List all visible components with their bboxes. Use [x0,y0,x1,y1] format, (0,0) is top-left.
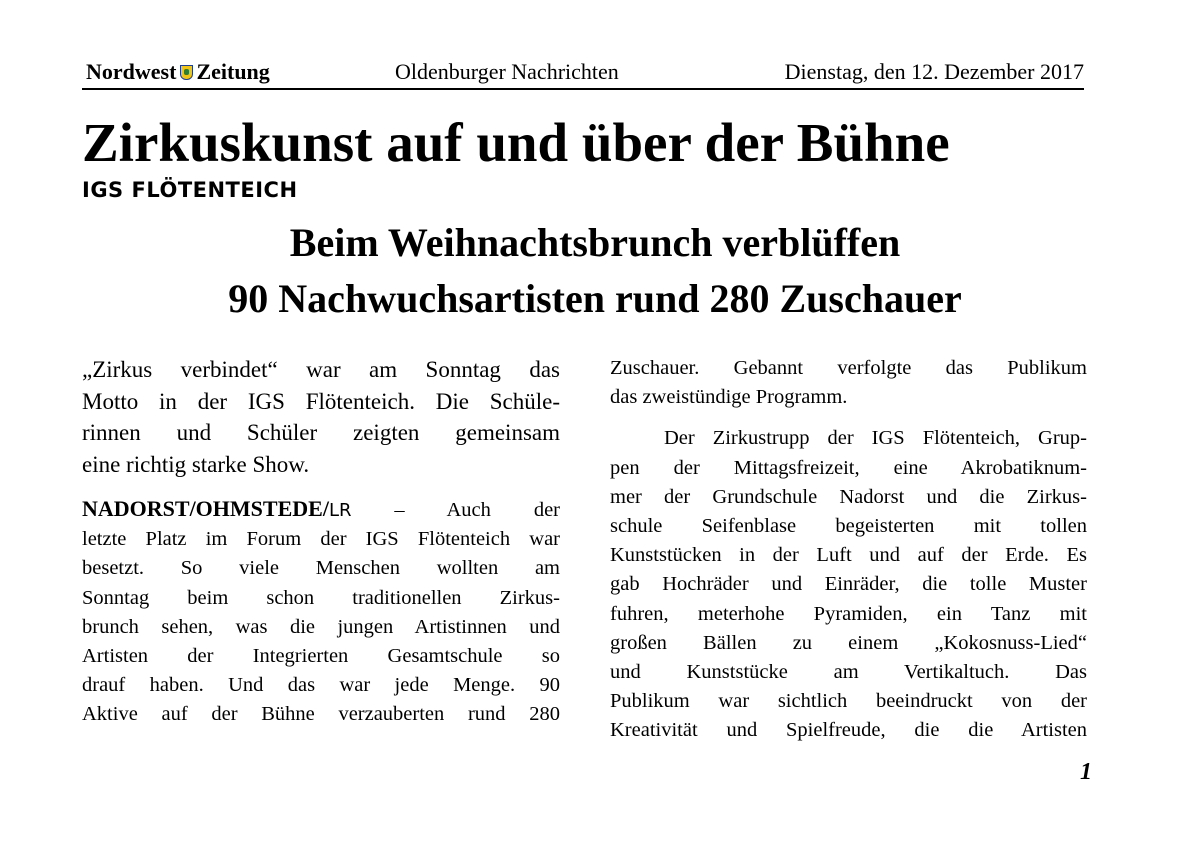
body-line: das zweistündige Programm. [610,386,848,409]
article-body-left [82,494,560,730]
body-line: Zuschauer. Gebannt verfolgte das Publikum [610,357,1087,379]
article-subhead [60,215,1130,327]
teaser-line: „Zirkus verbindet“ war am Sonntag das [82,357,560,382]
body-line: fuhren, meterhohe Pyramiden, ein Tanz mit [610,602,1087,625]
body-line: Sonntag beim schon traditionellen Zirkus- [82,586,560,609]
dateline-line [82,494,560,525]
body-line: Artisten der Integrierten Gesamtschule so [82,645,560,668]
body-line: mer der Grundschule Nadorst und die Zirkus- [610,485,1087,508]
body-line: Aktive auf der Bühne verzauberten rund 280 [82,703,560,726]
body-line: Publikum war sichtlich beeindruckt von der [610,690,1087,713]
body-line: besetzt. So viele Menschen wollten am [82,557,560,580]
teaser-line: rinnen und Schüler zeigten gemeinsam [82,420,560,445]
subhead-line: 90 Nachwuchsartisten rund 280 Zuschauer [228,276,962,321]
dateline-location: NADORST/OHMSTEDE/ [82,496,329,521]
section-name: Oldenburger Nachrichten [395,59,619,84]
article-kicker: IGS FLÖTENTEICH [82,178,298,202]
body-line: letzte Platz im Forum der IGS Flötenteich war [82,528,560,551]
newspaper-name [86,59,270,85]
body-line: brunch sehen, was die jungen Artistinnen und [82,615,560,638]
body-line: pen der Mittagsfreizeit, eine Akrobatiknum- [610,456,1087,479]
dateline-text: – Auch der [351,499,560,521]
article-column-right [610,354,1087,746]
body-line: Kreativität und Spielfreude, die die Artisten [610,719,1087,742]
article-paragraph [610,424,1087,745]
teaser-line: eine richtig starke Show. [82,451,310,477]
article-headline: Zirkuskunst auf und über der Bühne [82,112,950,173]
page-number: 1 [1080,759,1092,785]
article-paragraph [610,354,1087,412]
body-line: Kunststücken in der Luft und auf der Erde. Es [610,544,1087,567]
body-line: gab Hochräder und Einräder, die tolle Muster [610,573,1087,596]
newspaper-name-left: Nordwest [86,59,177,84]
body-line: großen Bällen zu einem „Kokosnuss-Lied“ [610,631,1087,654]
author-tag: LR [328,500,352,521]
article-column-left [82,354,560,730]
body-line: drauf haben. Und das war jede Menge. 90 [82,674,560,697]
body-line: schule Seifenblase begeisterten mit tollen [610,515,1087,538]
coat-of-arms-icon [180,65,193,80]
teaser-line: Motto in der IGS Flötenteich. Die Schüle- [82,388,560,414]
article-teaser [82,354,560,480]
body-line: Der Zirkustrupp der IGS Flötenteich, Grup- [610,427,1087,450]
masthead [82,58,1084,90]
body-line: und Kunststücke am Vertikaltuch. Das [610,661,1087,684]
issue-date: Dienstag, den 12. Dezember 2017 [784,59,1084,84]
newspaper-name-right: Zeitung [196,59,270,84]
subhead-line: Beim Weihnachtsbrunch verblüffen [289,220,901,265]
